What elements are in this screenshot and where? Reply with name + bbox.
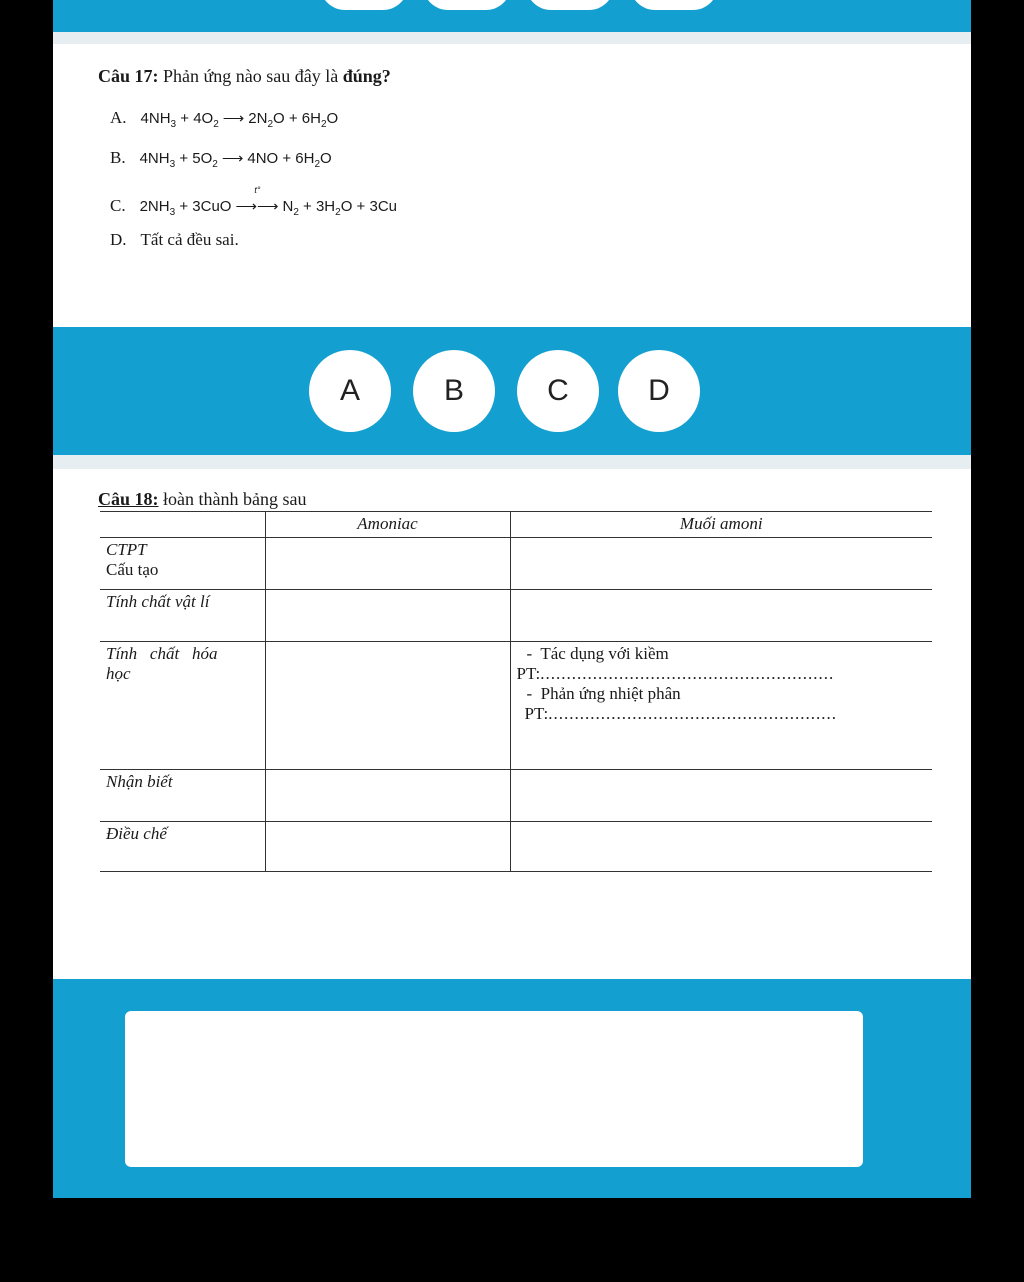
cell-input[interactable] [510,770,932,822]
question-18-card [53,469,971,979]
table-row: Điều chế [100,822,932,872]
option-c: C. $2NH_3 + 3CuO$ t° ⟶⟶ $N_2 + 3H_2O + 3Cu$ [110,185,397,218]
column-header-muoi-amoni: Muối amoni [510,512,932,538]
table-row: CTPT Cấu tạo [100,538,932,590]
reaction-condition: t° [254,185,261,195]
answer-button-partial[interactable] [423,0,511,10]
answer-input-area [53,979,971,1198]
arrow-icon: ⟶ [221,150,244,167]
question-18-title [98,489,306,510]
table-row: Tính chất hóa học - Tác dụng với kiềm PT:........................................................ - Phản ứng nhiệt phân PT:....................................................... [100,642,932,770]
cell-input[interactable] [265,642,510,770]
cell-input[interactable]: - Tác dụng với kiềm PT:........................................................ - Phản ứng nhiệt phân PT:....................................................... [510,642,932,770]
table-row: Tính chất vật lí [100,590,932,642]
separator [53,455,971,469]
cell-input[interactable] [510,590,932,642]
arrow-icon: t° ⟶⟶ [235,185,279,215]
answer-button-partial[interactable] [630,0,718,10]
cell-input[interactable] [510,822,932,872]
cell-input[interactable] [265,822,510,872]
answer-button-a[interactable]: A [309,350,391,432]
option-d: D. Tất cả đều sai. [110,230,239,249]
answer-textarea[interactable] [125,1011,863,1167]
option-a: A. $4NH_3 + 4O_2$ ⟶ $2N_2O + 6H_2O$ [110,108,339,130]
cell-input[interactable] [265,770,510,822]
question-17-title [98,66,391,87]
answer-button-b[interactable]: B [413,350,495,432]
cell-input[interactable] [265,538,510,590]
question-text: łoàn thành bảng sau [163,489,307,509]
answer-button-partial[interactable] [320,0,408,10]
answer-button-partial[interactable] [526,0,614,10]
question-text: Phản ứng nào sau đây là [163,66,339,86]
answer-button-d[interactable]: D [618,350,700,432]
answer-choices [53,327,971,455]
cell-input[interactable] [510,538,932,590]
top-answer-band [53,0,971,32]
question-number: Câu 17: [98,66,159,86]
option-b: B. $4NH_3 + 5O_2$ ⟶ $4NO + 6H_2O$ [110,148,332,170]
column-header-amoniac: Amoniac [265,512,510,538]
question-emphasis: đúng? [342,66,391,86]
arrow-icon: ⟶ [222,110,245,127]
app-frame [53,0,971,1198]
answer-button-c[interactable]: C [517,350,599,432]
separator [53,32,971,44]
question-number: Câu 18: [98,489,159,509]
comparison-table [100,511,932,872]
cell-input[interactable] [265,590,510,642]
table-row: Nhận biết [100,770,932,822]
table-header-row [100,512,932,538]
